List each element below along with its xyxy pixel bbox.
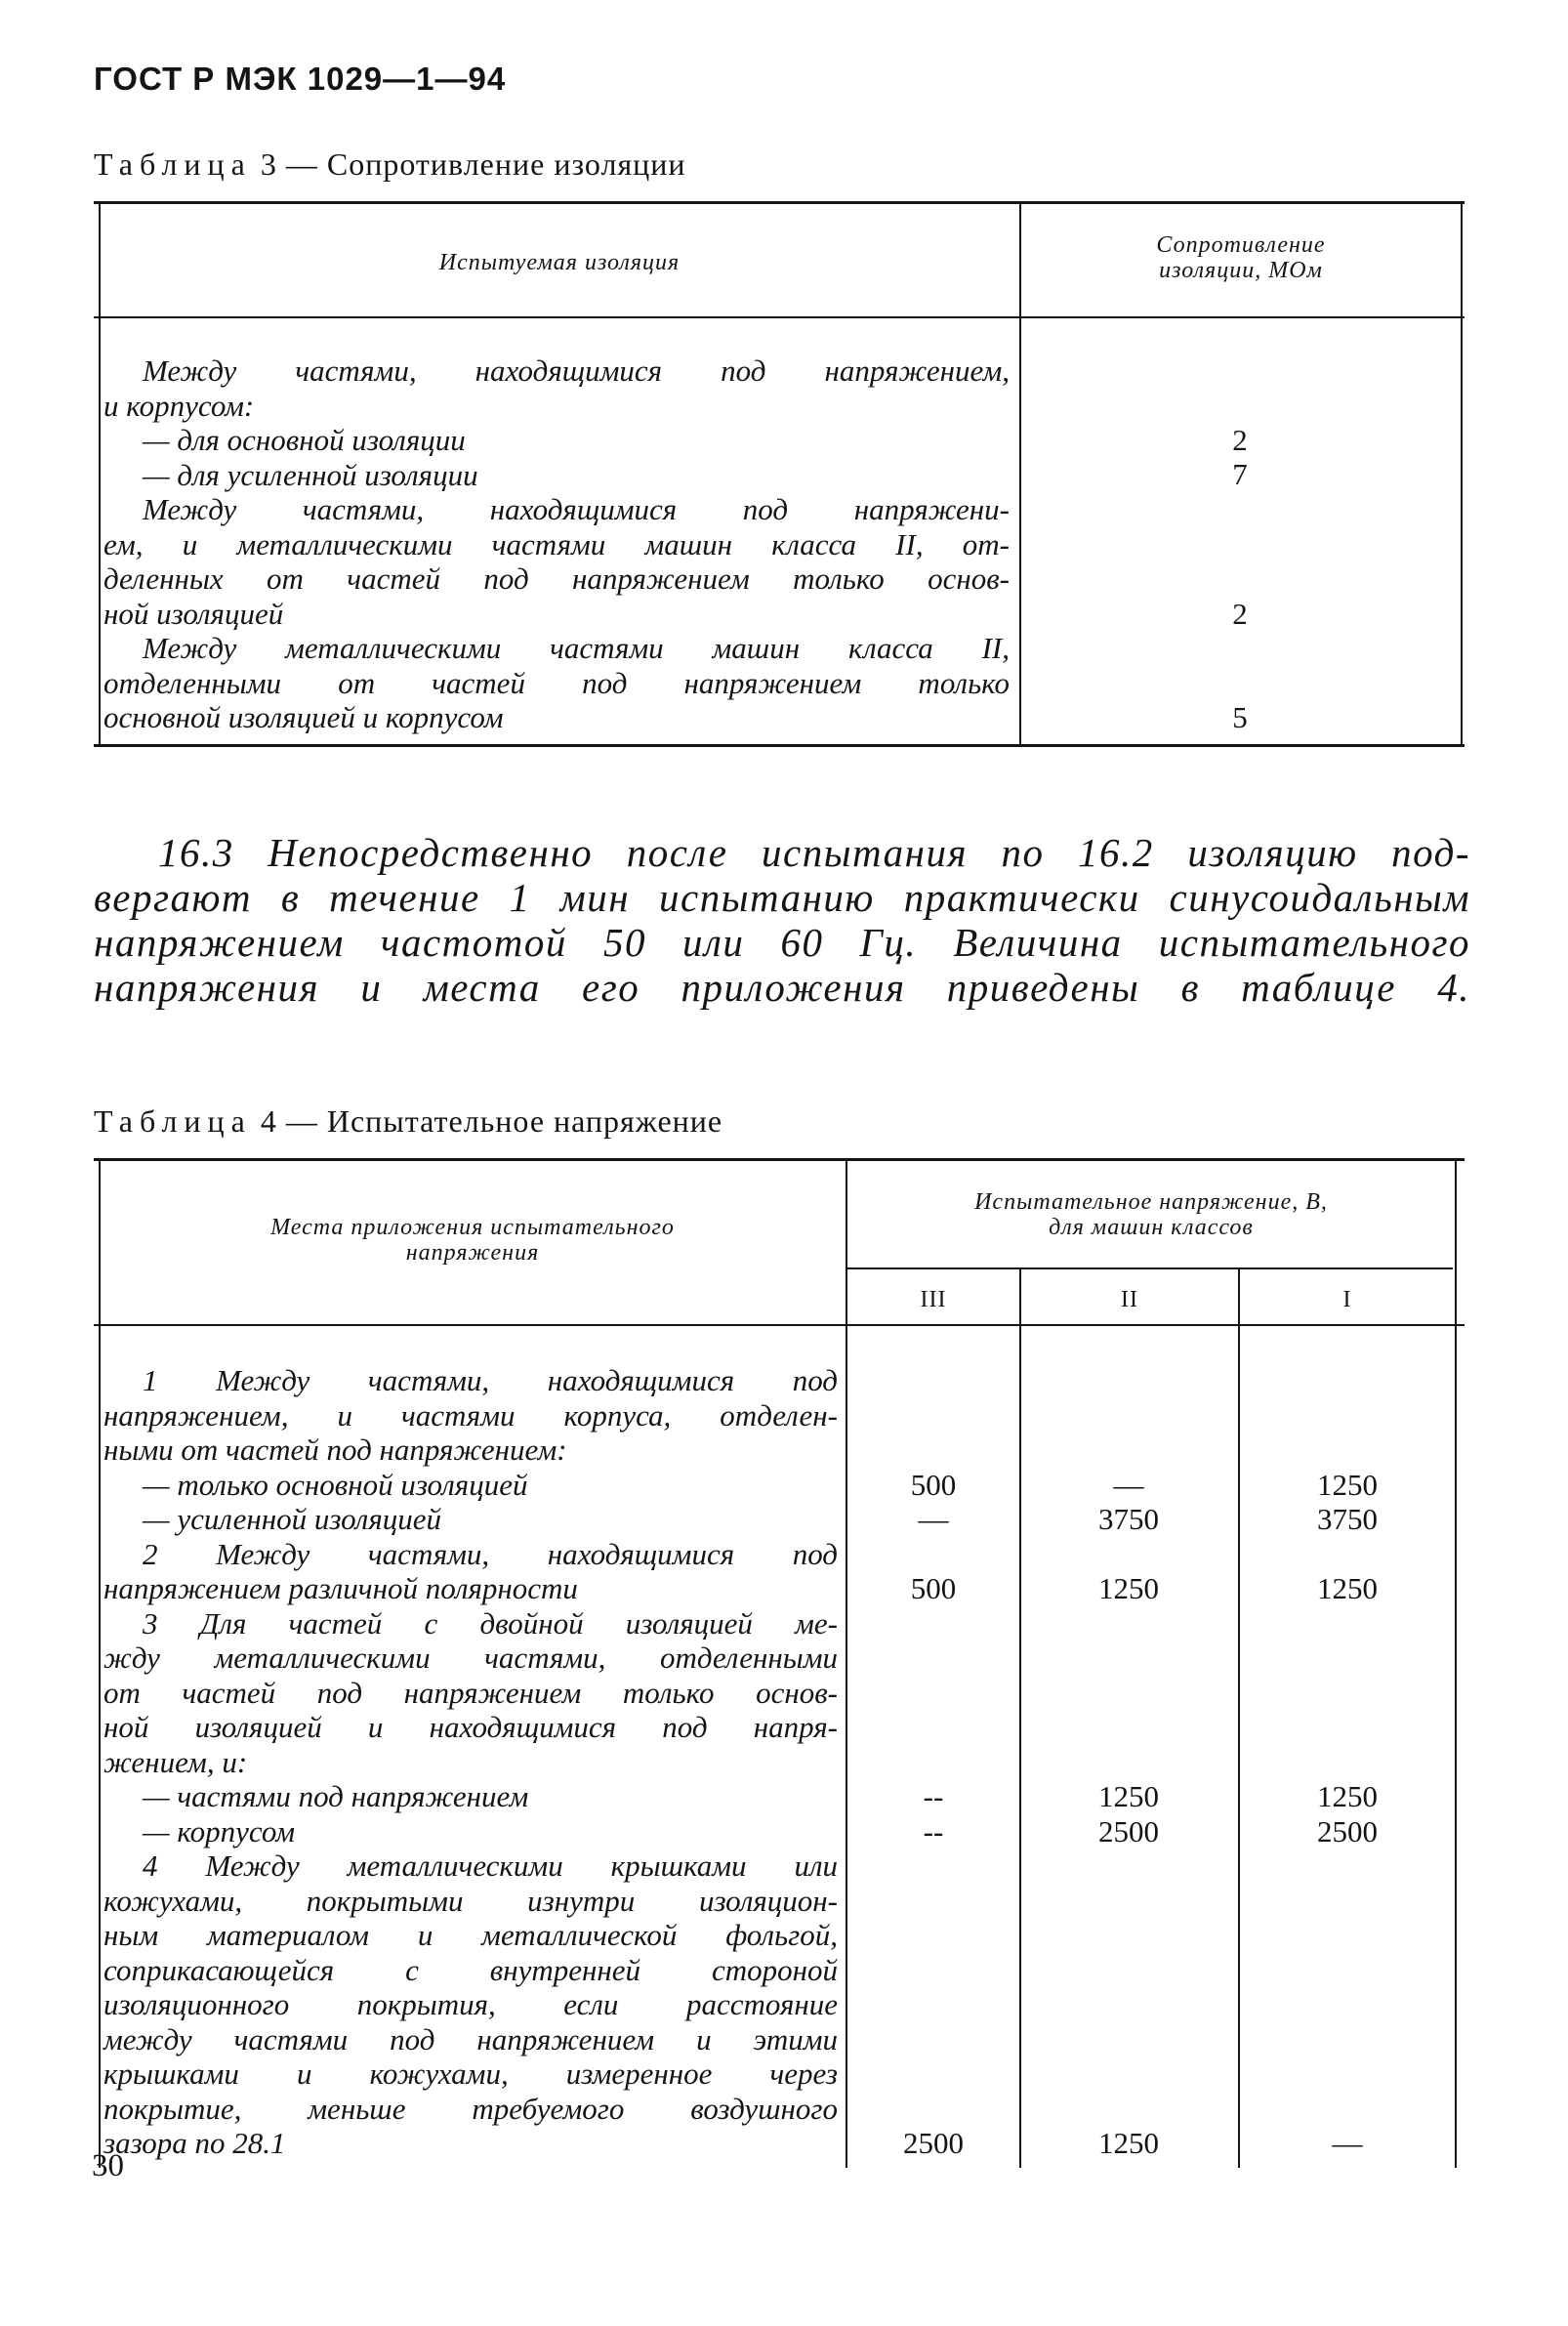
- table-row-text: 2 Между частями, находящимися под: [143, 1536, 838, 1571]
- table4-value-class-II: 3750: [1098, 1502, 1159, 1536]
- table3-caption-word: Таблица: [94, 146, 252, 182]
- table-row-text: — корпусом: [143, 1813, 295, 1848]
- table4-value-class-II: 2500: [1098, 1814, 1159, 1848]
- paragraph-line: 16.3 Непосредственно после испытания по 16.2 изоляцию под-: [158, 830, 1470, 875]
- table-row-text: 1 Между частями, находящимися под: [143, 1363, 838, 1397]
- table3-left-border: [99, 203, 101, 744]
- page-number: 30: [92, 2148, 124, 2183]
- table3-col-header-line1: Сопротивление: [1156, 232, 1326, 258]
- table4-column-divider: [846, 1160, 847, 2168]
- table3-header-rule: [94, 316, 1465, 318]
- table4-col-header-line1: Места приложения испытательного: [270, 1215, 675, 1240]
- document-header: ГОСТ Р МЭК 1029—1—94: [94, 61, 507, 97]
- table-row-text: Между металлическими частями машин класса II,: [143, 631, 1010, 665]
- table3-value: 2: [1232, 423, 1248, 457]
- table4-column-divider: [1019, 1269, 1021, 2168]
- table4-top-border: [94, 1158, 1465, 1161]
- table-row-text: основной изоляцией и корпусом: [103, 700, 504, 734]
- table-row-text: ным материалом и металлической фольгой,: [103, 1918, 838, 1952]
- table4-value-class-I: 1250: [1317, 1571, 1378, 1605]
- table-row-text: — частями под напряжением: [143, 1779, 529, 1813]
- table4-header-rule: [94, 1324, 1465, 1326]
- table4-value-class-III: —: [918, 1502, 949, 1536]
- table4-value-class-I: 1250: [1317, 1779, 1378, 1813]
- table4-description-column: [103, 1363, 838, 2161]
- table3-caption: [94, 146, 686, 183]
- table-row-text: изоляционного покрытия, если расстояние: [103, 1987, 838, 2021]
- table3-bottom-border: [94, 744, 1465, 747]
- table3-value: 5: [1232, 700, 1248, 734]
- table3-value: 2: [1232, 597, 1248, 631]
- table-row-text: крышками и кожухами, измеренное через: [103, 2056, 838, 2091]
- table4-col-header-places: [102, 1215, 844, 1266]
- table4-group-header-line1: Испытательное напряжение, В,: [974, 1189, 1328, 1215]
- table4-value-class-II: 1250: [1098, 2126, 1159, 2160]
- table-row-text: зазора по 28.1: [103, 2126, 286, 2160]
- table-row-text: — только основной изоляцией: [143, 1467, 528, 1502]
- table4-class-header-III: III: [920, 1287, 947, 1312]
- table4-group-rule: [847, 1267, 1453, 1269]
- table-row-text: 4 Между металлическими крышками или: [143, 1848, 838, 1883]
- table3-top-border: [94, 201, 1465, 204]
- table4-caption-text: 4 — Испытательное напряжение: [260, 1103, 723, 1139]
- table4-class-header-II: II: [1121, 1287, 1138, 1312]
- table-row-text: деленных от частей под напряжением только основ-: [103, 561, 1010, 596]
- table-row-text: — усиленной изоляцией: [143, 1502, 441, 1536]
- table4-value-class-I: 3750: [1317, 1502, 1378, 1536]
- table3-value: 7: [1232, 457, 1248, 491]
- table4-right-border: [1455, 1160, 1457, 2168]
- table4-value-class-III: 2500: [903, 2126, 964, 2160]
- table4-group-header-voltage: [849, 1189, 1453, 1240]
- table-row-text: отделенными от частей под напряжением только: [103, 665, 1010, 700]
- table-row-text: Между частями, находящимися под напряжением,: [143, 353, 1010, 388]
- table3-description-column: [103, 353, 1010, 735]
- paragraph-line: вергают в течение 1 мин испытанию практически синусоидальным: [94, 875, 1470, 920]
- table4-col-header-line2: напряжения: [405, 1240, 540, 1266]
- table4-value-class-II: 1250: [1098, 1779, 1159, 1813]
- table-row-text: ной изоляцией и находящимися под напря-: [103, 1710, 838, 1744]
- table4-caption-word: Таблица: [94, 1103, 252, 1139]
- table3-column-divider: [1019, 203, 1021, 744]
- table-row-text: между частями под напряжением и этими: [103, 2021, 838, 2056]
- table4-value-class-II: 1250: [1098, 1571, 1159, 1605]
- table4-caption: [94, 1103, 722, 1140]
- table-row-text: ными от частей под напряжением:: [103, 1433, 567, 1467]
- table4-column-divider: [1238, 1269, 1240, 2168]
- table3-col-header-resistance: [1023, 232, 1459, 283]
- table-row-text: напряжением, и частями корпуса, отделен-: [103, 1397, 838, 1433]
- table4-group-header-line2: для машин классов: [1049, 1215, 1254, 1240]
- table-row-text: ем, и металлическими частями машин класса II, от-: [103, 526, 1010, 561]
- table3-col-header-insulation: Испытуемая изоляция: [438, 250, 681, 275]
- table4-value-class-II: —: [1113, 1468, 1144, 1502]
- table4-value-class-III: 500: [910, 1571, 957, 1605]
- table4-value-class-III: --: [923, 1779, 944, 1813]
- table4-value-class-I: —: [1332, 2126, 1363, 2160]
- table3-right-border: [1461, 203, 1463, 744]
- paragraph-16-3: [94, 830, 1470, 1010]
- table-row-text: жду металлическими частями, отделенными: [103, 1641, 838, 1675]
- table-row-text: кожухами, покрытыми изнутри изоляцион-: [103, 1883, 838, 1918]
- table-row-text: 3 Для частей с двойной изоляцией ме-: [143, 1605, 838, 1641]
- table4-value-class-I: 1250: [1317, 1468, 1378, 1502]
- table-row-text: — для основной изоляции: [143, 423, 466, 457]
- table-row-text: ной изоляцией: [103, 596, 284, 631]
- table4-value-class-III: --: [923, 1814, 944, 1848]
- paragraph-line: напряжением частотой 50 или 60 Гц. Величина испытательного: [94, 920, 1470, 965]
- table-row-text: покрытие, меньше требуемого воздушного: [103, 2091, 838, 2126]
- paragraph-line: напряжения и места его приложения приведены в таблице 4.: [94, 965, 1470, 1010]
- table-row-text: и корпусом:: [103, 388, 255, 423]
- table-row-text: соприкасающейся с внутренней стороной: [103, 1952, 838, 1987]
- table4-left-border: [99, 1160, 101, 2168]
- table-row-text: напряжением различной полярности: [103, 1571, 578, 1605]
- table4-value-class-I: 2500: [1317, 1814, 1378, 1848]
- table-row-text: Между частями, находящимися под напряжени-: [143, 492, 1010, 526]
- table-row-text: — для усиленной изоляции: [143, 457, 478, 492]
- table4-class-header-I: I: [1342, 1287, 1352, 1312]
- table3-caption-text: 3 — Сопротивление изоляции: [260, 146, 686, 182]
- table-row-text: жением, и:: [103, 1744, 248, 1779]
- table3-col-header-line2: изоляции, МОм: [1159, 258, 1323, 283]
- table4-value-class-III: 500: [910, 1468, 957, 1502]
- table-row-text: от частей под напряжением только основ-: [103, 1675, 838, 1710]
